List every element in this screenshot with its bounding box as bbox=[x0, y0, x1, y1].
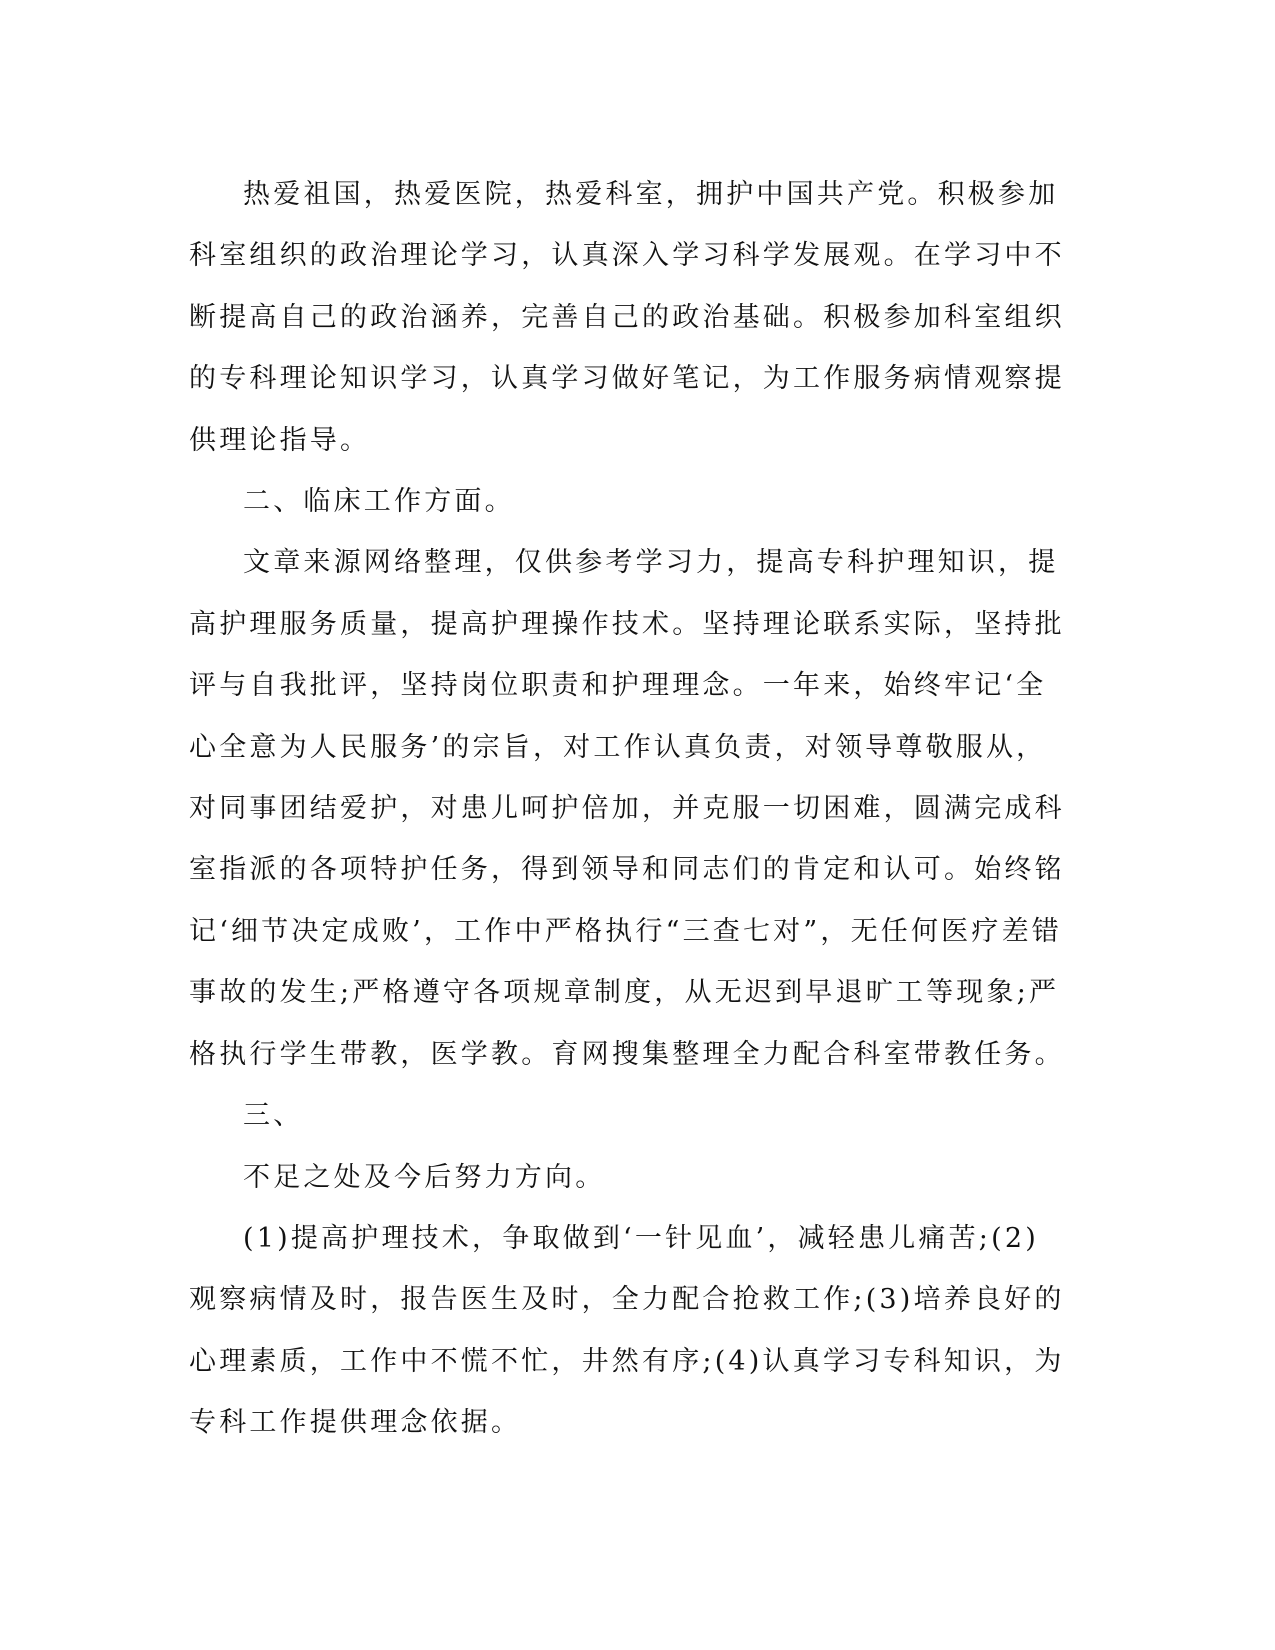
section-heading-clinical-work: 二、临床工作方面。 bbox=[243, 486, 515, 518]
paragraph-improvement-goals: (1)提高护理技术，争取做到‘一针见血’，减轻患儿痛苦;(2)观察病情及时，报告医生及时，全力配合抢救工作;(3)培养良好的心理素质，工作中不慌不忙，井然有序;(4)认真学习专科知识，为专科工作提供理念依据。 bbox=[189, 1222, 1065, 1439]
section-heading-number-three: 三、 bbox=[243, 1100, 304, 1132]
section-heading-shortcomings: 不足之处及今后努力方向。 bbox=[243, 1161, 606, 1193]
document-body bbox=[189, 164, 1069, 1454]
paragraph-political-study: 热爱祖国，热爱医院，热爱科室，拥护中国共产党。积极参加科室组织的政治理论学习，认真深入学习科学发展观。在学习中不断提高自己的政治涵养，完善自己的政治基础。积极参加科室组织的专科理论知识学习，认真学习做好笔记，为工作服务病情观察提供理论指导。 bbox=[189, 179, 1065, 456]
paragraph-clinical-work: 文章来源网络整理，仅供参考学习力，提高专科护理知识，提高护理服务质量，提高护理操作技术。坚持理论联系实际，坚持批评与自我批评，坚持岗位职责和护理理念。一年来，始终牢记‘全心全意为人民服务’的宗旨，对工作认真负责，对领导尊敬服从，对同事团结爱护，对患儿呵护倍加，并克服一切困难，圆满完成科室指派的各项特护任务，得到领导和同志们的肯定和认可。始终铭记‘细节决定成败’，工作中严格执行“三查七对”，无任何医疗差错事故的发生;严格遵守各项规章制度，从无迟到早退旷工等现象;严格执行学生带教，医学教。育网搜集整理全力配合科室带教任务。 bbox=[189, 547, 1065, 1070]
